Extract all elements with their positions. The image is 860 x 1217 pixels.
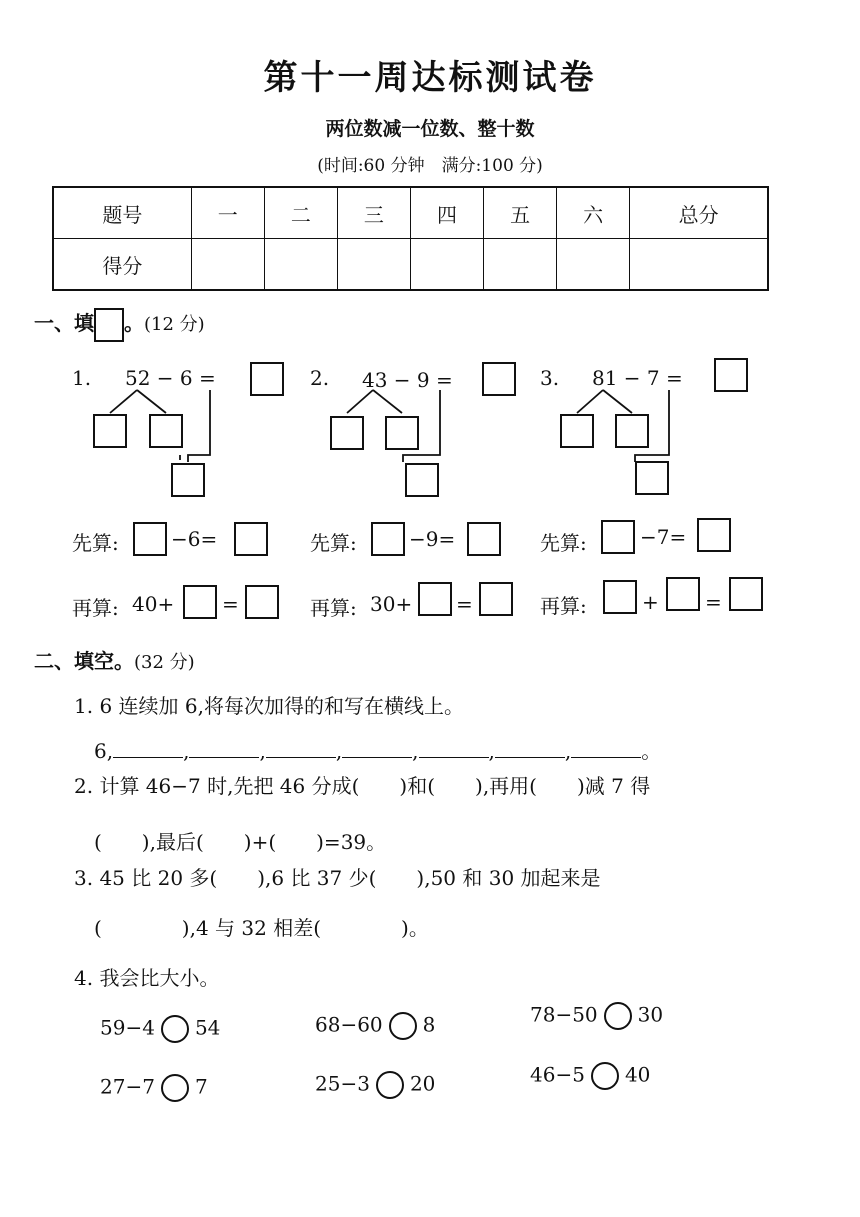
second-step-operation: 30+ xyxy=(370,592,413,616)
problem-3-expression: 81 − 7 = xyxy=(592,366,683,390)
compare-circle[interactable] xyxy=(591,1062,619,1090)
compare-left: 25−3 xyxy=(315,1071,370,1096)
answer-box[interactable] xyxy=(560,414,594,448)
blank-line[interactable] xyxy=(495,739,565,758)
sequence-answer-line xyxy=(94,735,661,764)
compare-circle[interactable] xyxy=(604,1002,632,1030)
compare-circle[interactable] xyxy=(389,1012,417,1040)
section-1-title-a: 一、填 xyxy=(34,311,94,335)
page-title: 第十一周达标测试卷 xyxy=(263,58,597,98)
compare-right: 7 xyxy=(194,1074,208,1099)
question-2-3-line-1: 3. 45 比 20 多( ),6 比 37 少( ),50 和 30 加起来是 xyxy=(74,866,601,890)
answer-box[interactable] xyxy=(371,522,405,556)
score-table-cell: 得分 xyxy=(53,239,191,291)
first-step-operation: −9= xyxy=(409,527,456,551)
exam-info: (时间:60 分钟 满分:100 分) xyxy=(317,156,543,176)
section-2-heading xyxy=(34,645,195,674)
second-step-label: 再算: xyxy=(310,596,357,620)
compare-right: 54 xyxy=(194,1015,221,1040)
answer-box[interactable] xyxy=(729,577,763,611)
score-table-cell: 四 xyxy=(410,187,483,239)
answer-box[interactable] xyxy=(697,518,731,552)
first-step-label: 先算: xyxy=(540,531,587,555)
question-2-4: 4. 我会比大小。 xyxy=(74,966,220,990)
answer-box[interactable] xyxy=(171,463,205,497)
problem-1-expression: 52 − 6 = xyxy=(125,366,216,390)
section-2-title: 二、填空。 xyxy=(34,649,134,673)
score-table-cell: 一 xyxy=(191,187,264,239)
answer-box[interactable] xyxy=(245,585,279,619)
first-step-label: 先算: xyxy=(310,531,357,555)
score-table-cell: 六 xyxy=(557,187,630,239)
answer-box[interactable] xyxy=(479,582,513,616)
blank-line[interactable] xyxy=(266,739,336,758)
compare-left: 59−4 xyxy=(100,1015,155,1040)
problem-2-number: 2. xyxy=(310,366,330,390)
question-2-2-line-2: ( ),最后( )+( )=39。 xyxy=(94,830,387,854)
answer-box[interactable] xyxy=(234,522,268,556)
question-2-1: 1. 6 连续加 6,将每次加得的和写在横线上。 xyxy=(74,694,464,718)
section-2-points: (32 分) xyxy=(134,652,195,673)
question-2-2-line-1: 2. 计算 46−7 时,先把 46 分成( )和( ),再用( )减 7 得 xyxy=(74,774,651,798)
second-step-operation: + xyxy=(642,590,659,614)
problem-3-number: 3. xyxy=(540,366,560,390)
score-table-cell: 三 xyxy=(337,187,410,239)
blank-line[interactable] xyxy=(419,739,489,758)
sequence-start: 6, xyxy=(94,739,114,763)
answer-box[interactable] xyxy=(615,414,649,448)
blank-line[interactable] xyxy=(342,739,412,758)
equals-sign: = xyxy=(222,592,239,616)
blank-line[interactable] xyxy=(113,739,183,758)
sentence-end: 。 xyxy=(641,739,662,763)
compare-right: 20 xyxy=(409,1071,436,1096)
answer-box[interactable] xyxy=(149,414,183,448)
blank-line[interactable] xyxy=(189,739,259,758)
answer-box[interactable] xyxy=(418,582,452,616)
answer-box[interactable] xyxy=(93,414,127,448)
compare-right: 30 xyxy=(637,1002,664,1027)
compare-circle[interactable] xyxy=(161,1074,189,1102)
compare-circle[interactable] xyxy=(376,1071,404,1099)
second-step-label: 再算: xyxy=(540,594,587,618)
answer-box[interactable] xyxy=(635,461,669,495)
score-table-cell: 题号 xyxy=(53,187,191,239)
section-1-points: (12 分) xyxy=(144,314,205,335)
section-1-title-b: 。 xyxy=(124,311,144,335)
question-2-3-line-2: ( ),4 与 32 相差( )。 xyxy=(94,916,429,940)
score-table-cell: 五 xyxy=(484,187,557,239)
first-step-operation: −6= xyxy=(171,527,218,551)
page-subtitle: 两位数减一位数、整十数 xyxy=(325,118,535,140)
answer-box[interactable] xyxy=(714,358,748,392)
answer-box[interactable] xyxy=(183,585,217,619)
blank-line[interactable] xyxy=(571,739,641,758)
compare-right: 8 xyxy=(422,1012,436,1037)
answer-box[interactable] xyxy=(482,362,516,396)
comma: , xyxy=(412,739,419,763)
compare-item xyxy=(315,1071,435,1099)
decomposition-lines xyxy=(0,0,860,520)
answer-box[interactable] xyxy=(405,463,439,497)
answer-box[interactable] xyxy=(330,416,364,450)
compare-item xyxy=(530,1002,663,1030)
equals-sign: = xyxy=(705,590,722,614)
comma: , xyxy=(564,739,572,763)
compare-item xyxy=(100,1015,220,1043)
answer-box[interactable] xyxy=(385,416,419,450)
compare-right: 40 xyxy=(624,1062,651,1087)
comma: , xyxy=(488,739,495,763)
answer-box[interactable] xyxy=(601,520,635,554)
compare-left: 46−5 xyxy=(530,1062,585,1087)
compare-item xyxy=(100,1074,208,1102)
comma: , xyxy=(335,739,343,763)
first-step-operation: −7= xyxy=(640,525,687,549)
compare-circle[interactable] xyxy=(161,1015,189,1043)
problem-2-expression: 43 − 9 = xyxy=(362,368,453,392)
comma: , xyxy=(259,739,266,763)
second-step-operation: 40+ xyxy=(132,592,175,616)
compare-item xyxy=(530,1062,650,1090)
score-table-cell: 总分 xyxy=(630,187,768,239)
first-step-label: 先算: xyxy=(72,531,119,555)
comma: , xyxy=(183,739,190,763)
answer-box[interactable] xyxy=(603,580,637,614)
compare-left: 78−50 xyxy=(530,1002,598,1027)
compare-left: 27−7 xyxy=(100,1074,155,1099)
answer-box[interactable] xyxy=(133,522,167,556)
compare-left: 68−60 xyxy=(315,1012,383,1037)
equals-sign: = xyxy=(456,592,473,616)
answer-box[interactable] xyxy=(250,362,284,396)
second-step-label: 再算: xyxy=(72,596,119,620)
compare-item xyxy=(315,1012,435,1040)
problem-1-number: 1. xyxy=(72,366,92,390)
score-table-cell: 二 xyxy=(264,187,337,239)
answer-box[interactable] xyxy=(467,522,501,556)
answer-box[interactable] xyxy=(666,577,700,611)
